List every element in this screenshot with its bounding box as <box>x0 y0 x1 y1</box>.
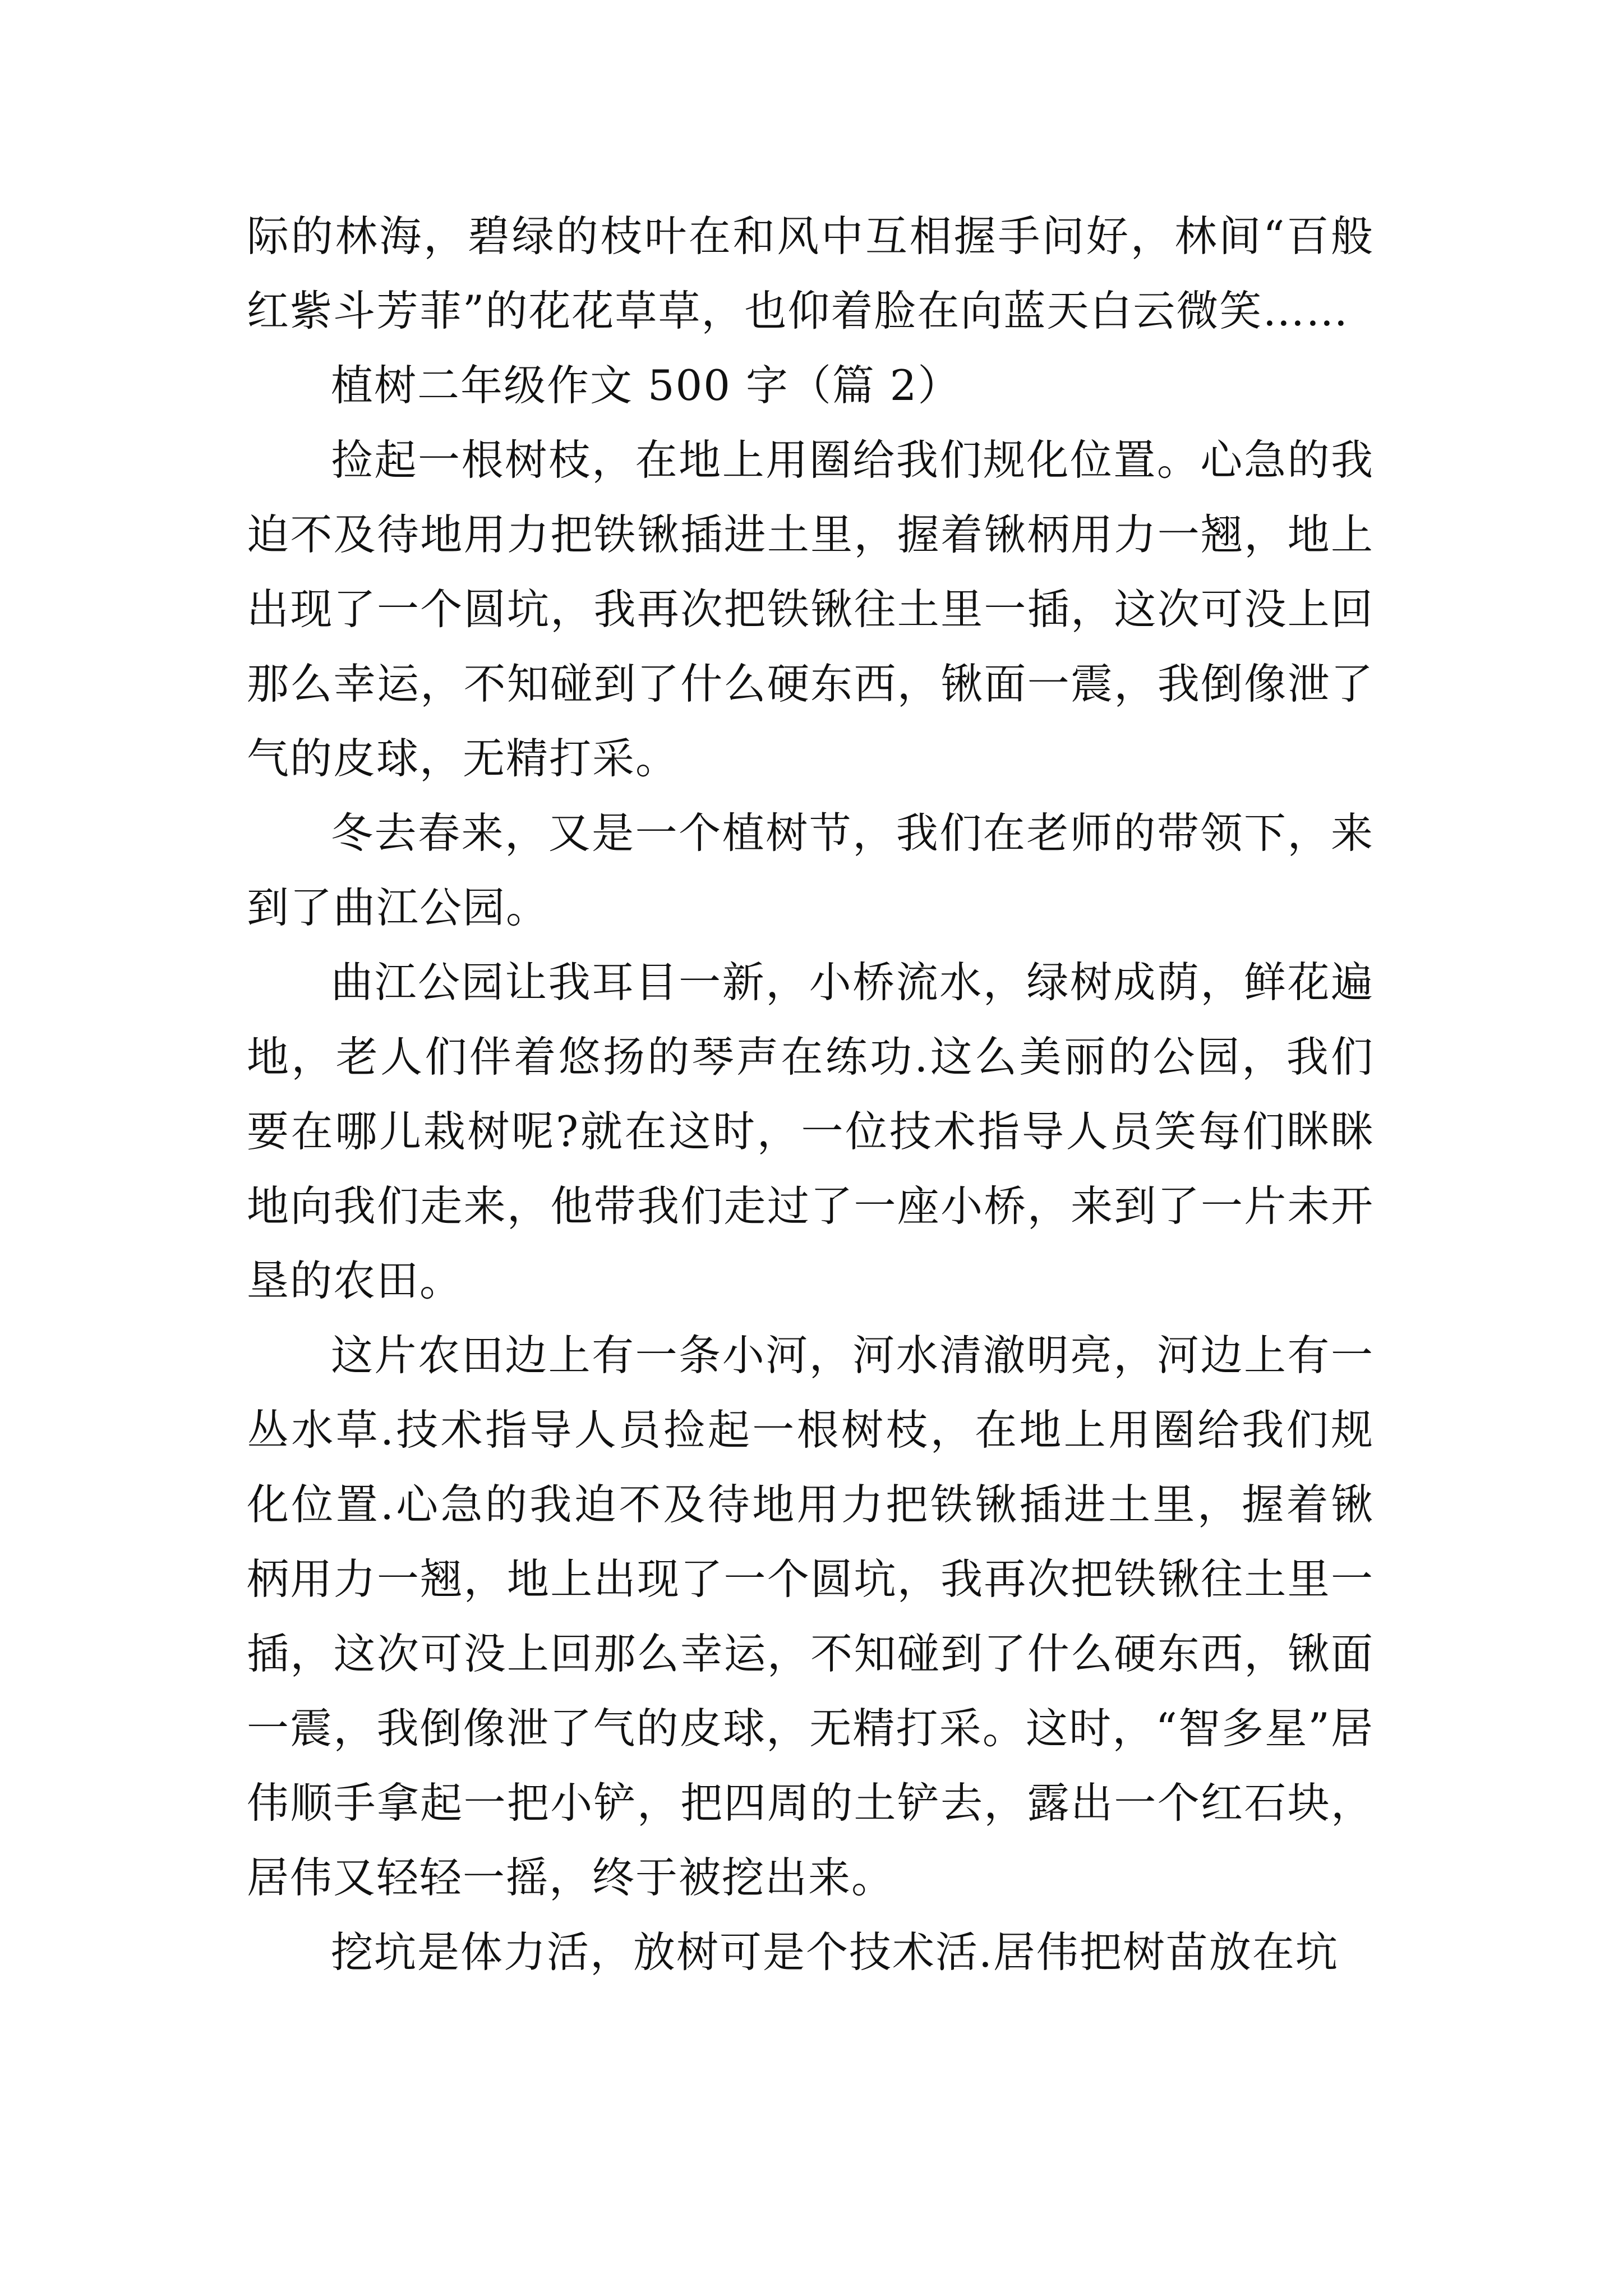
paragraph: 这片农田边上有一条小河，河水清澈明亮，河边上有一丛水草.技术指导人员捡起一根树枝，在地上用圈给我们规化位置.心急的我迫不及待地用力把铁锹插进土里，握着锹柄用力一翘，地上出现了一个圆坑，我再次把铁锹往土里一插，这次可没上回那么幸运，不知碰到了什么硬东西，锹面一震，我倒像泄了气的皮球，无精打采。这时，“智多星”居伟顺手拿起一把小铲，把四周的土铲去，露出一个红石块，居伟又轻轻一摇，终于被挖出来。 <box>247 1331 1374 1902</box>
paragraph: 捡起一根树枝，在地上用圈给我们规化位置。心急的我迫不及待地用力把铁锹插进土里，握着锹柄用力一翘，地上出现了一个圆坑，我再次把铁锹往土里一插，这次可没上回那么幸运，不知碰到了什么硬东西，锹面一震，我倒像泄了气的皮球，无精打采。 <box>247 435 1374 783</box>
paragraph-continued: 际的林海，碧绿的枝叶在和风中互相握手问好，林间“百般红紫斗芳菲”的花花草草，也仰着脸在向蓝天白云微笑…… <box>247 211 1374 335</box>
section-heading: 植树二年级作文 500 字（篇 2） <box>331 361 961 410</box>
paragraph: 曲江公园让我耳目一新，小桥流水，绿树成荫，鲜花遍地，老人们伴着悠扬的琴声在练功.这么美丽的公园，我们要在哪儿栽树呢?就在这时，一位技术指导人员笑每们眯眯地向我们走来，他带我们走过了一座小桥，来到了一片未开垦的农田。 <box>247 958 1374 1305</box>
paragraph: 挖坑是体力活，放树可是个技术活.居伟把树苗放在坑 <box>331 1927 1339 1977</box>
document-body <box>247 199 1374 1990</box>
paragraph: 冬去春来，又是一个植树节，我们在老师的带领下，来到了曲江公园。 <box>247 808 1374 932</box>
